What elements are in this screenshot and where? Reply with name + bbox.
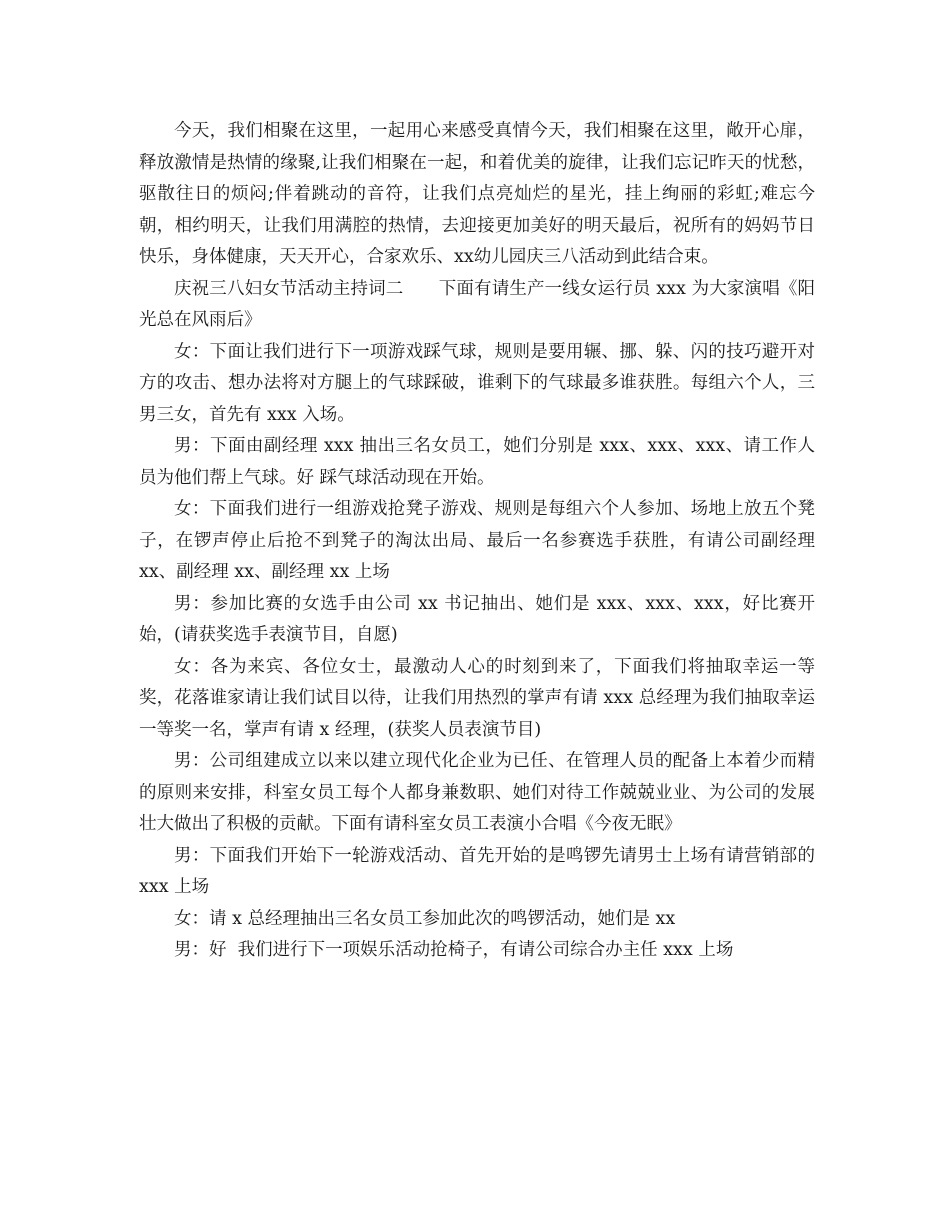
paragraph-company-staff: 男：公司组建成立以来以建立现代化企业为已任、在管理人员的配备上本着少而精的原则来安排，科室女员工每个人都身兼数职、她们对待工作兢兢业业、为公司的发展壮大做出了积极的贡献。下面有请科室女员工表演小合唱《今夜无眠》	[139, 751, 815, 834]
paragraph-gong-contestants: 女：请 x 总经理抽出三名女员工参加此次的鸣锣活动，她们是 xx	[174, 908, 676, 929]
paragraph-stool-contestants: 男：参加比赛的女选手由公司 xx 书记抽出、她们是 xxx、xxx、xxx，好比赛开始，(请获奖选手表演节目，自愿)	[139, 593, 815, 645]
paragraph-chair-game: 男：好 我们进行下一项娱乐活动抢椅子，有请公司综合办主任 xxx 上场	[174, 940, 734, 960]
paragraph-title-two: 庆祝三八妇女节活动主持词二 下面有请生产一线女运行员 xxx 为大家演唱《阳光总在风雨后》	[139, 278, 815, 330]
paragraph-balloon-start: 男：下面由副经理 xxx 抽出三名女员工，她们分别是 xxx、xxx、xxx、请工作人员为他们帮上气球。好 踩气球活动现在开始。	[139, 436, 815, 488]
paragraph-opening: 今天，我们相聚在这里，一起用心来感受真情今天，我们相聚在这里，敞开心扉，释放激情是热情的缘聚,让我们相聚在一起，和着优美的旋律，让我们忘记昨天的忧愁，驱散往日的烦闷;伴着跳动的音符，让我们点亮灿烂的星光，挂上绚丽的彩虹;难忘今朝，相约明天，让我们用满腔的热情，去迎接更加美好的明天最后，祝所有的妈妈节日快乐，身体健康，天天开心，合家欢乐、xx幼儿园庆三八活动到此结合束。	[139, 121, 815, 267]
paragraph-gong-game: 男：下面我们开始下一轮游戏活动、首先开始的是鸣锣先请男士上场有请营销部的 xxx 上场	[139, 845, 821, 897]
paragraph-lucky-draw: 女：各为来宾、各位女士，最激动人心的时刻到来了，下面我们将抽取幸运一等奖，花落谁家请让我们试目以待，让我们用热烈的掌声有请 xxx 总经理为我们抽取幸运一等奖一名，掌声有请 x 经理，(获奖人员表演节目)	[139, 656, 815, 740]
document-body	[139, 116, 821, 967]
paragraph-balloon-game: 女：下面让我们进行下一项游戏踩气球，规则是要用辗、挪、躲、闪的技巧避开对方的攻击、想办法将对方腿上的气球踩破，谁剩下的气球最多谁获胜。每组六个人，三男三女，首先有 xxx 入场。	[139, 341, 815, 425]
paragraph-stool-game: 女：下面我们进行一组游戏抢凳子游戏、规则是每组六个人参加、场地上放五个凳子，在锣声停止后抢不到凳子的淘汰出局、最后一名参赛选手获胜，有请公司副经理 xx、副经理 xx、副经理 xx 上场	[139, 499, 821, 582]
